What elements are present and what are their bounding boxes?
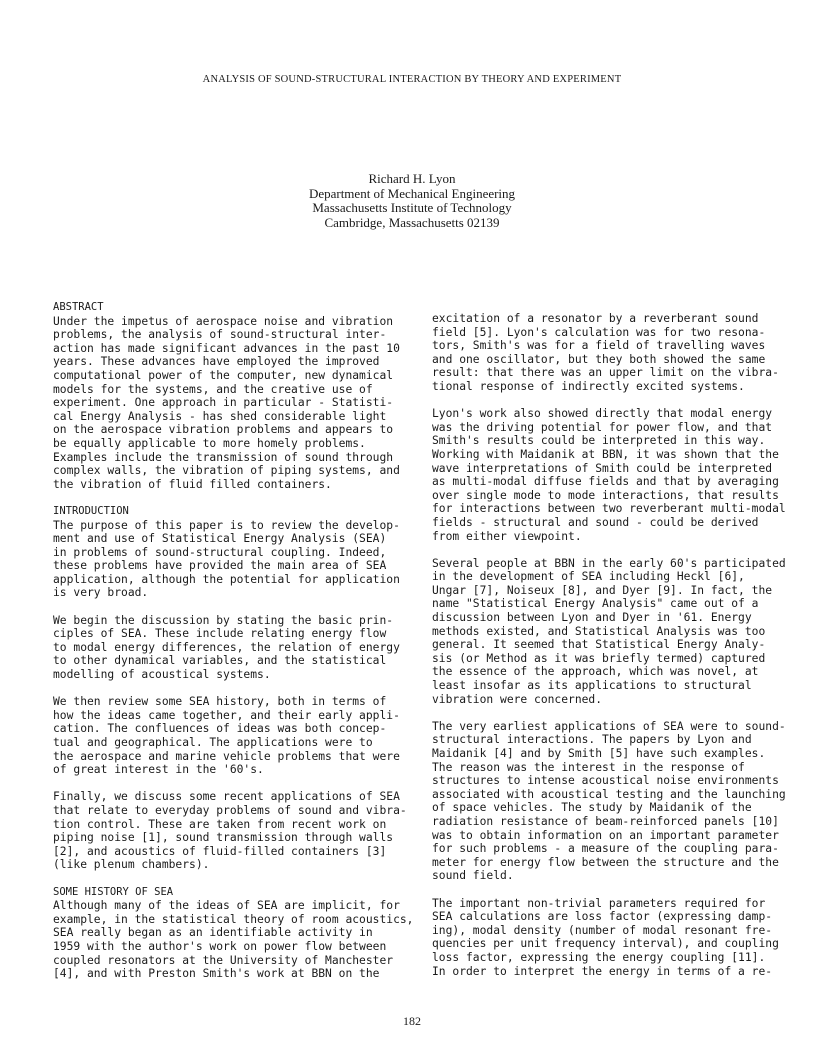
author-name: Richard H. Lyon: [368, 171, 456, 186]
text-line: quencies per unit frequency interval), and coupling: [432, 937, 779, 951]
text-line: tual and geographical. The applications were to: [53, 736, 373, 749]
text-line: to modal energy differences, the relation of energy: [53, 640, 400, 654]
text-line: sound field.: [432, 869, 514, 883]
text-line: The reason was the interest in the response of: [432, 760, 745, 774]
text-line: be equally applicable to more homely problems.: [53, 436, 366, 450]
text-line: of great interest in the '60's.: [53, 763, 264, 777]
left-column: [53, 301, 414, 981]
text-line: complex walls, the vibration of piping systems, and: [53, 464, 400, 478]
paragraph-gap: [53, 682, 398, 696]
text-line: Examples include the transmission of sound through: [53, 450, 394, 464]
text-line: action has made significant advances in the past 10: [53, 341, 400, 355]
text-line: ciples of SEA. These include relating energy flow: [53, 627, 387, 641]
paragraph: [53, 519, 398, 601]
text-line: of space vehicles. The study by Maidanik of the: [432, 801, 752, 815]
text-line: structures to intense acoustical noise environments: [432, 774, 779, 788]
text-line: 1959 with the author's work on power flow between: [53, 939, 387, 953]
text-line: The purpose of this paper is to review the develop-: [53, 518, 400, 532]
text-line: ing), modal density (number of modal resonant fre-: [432, 923, 773, 937]
text-line: vibration were concerned.: [432, 692, 603, 706]
text-line: We then review some SEA history, both in terms of: [53, 695, 387, 709]
text-line: In order to interpret the energy in terms of a re-: [432, 964, 773, 978]
paragraph: [432, 897, 792, 979]
text-line: [2], and acoustics of fluid-filled containers [3]: [53, 844, 387, 858]
text-line: (like plenum chambers).: [53, 858, 210, 872]
text-line: Although many of the ideas of SEA are implicit, for: [53, 899, 400, 913]
text-line: wave interpretations of Smith could be interpreted: [432, 461, 773, 475]
text-line: the essence of the approach, which was novel, at: [432, 665, 759, 679]
text-line: for such problems - a measure of the coupling para-: [432, 842, 779, 856]
text-line: [4], and with Preston Smith's work at BBN on the: [53, 967, 380, 981]
text-line: least insofar as its applications to structural: [432, 679, 752, 693]
text-line: ment and use of Statistical Energy Analysis (SEA): [53, 532, 387, 546]
text-line: example, in the statistical theory of room acoustics,: [53, 912, 414, 926]
paragraph: [53, 790, 407, 872]
paragraph: [432, 557, 792, 707]
section-heading: SOME HISTORY OF SEA: [53, 885, 174, 898]
text-line: fields - structural and sound - could be derived: [432, 515, 759, 529]
text-line: in the development of SEA including Heckl [6],: [432, 570, 745, 584]
text-line: Maidanik [4] and by Smith [5] have such examples.: [432, 747, 766, 760]
text-line: years. These advances have employed the improved: [53, 355, 380, 369]
text-line: general. It seemed that Statistical Energy Analy-: [432, 638, 766, 652]
text-line: sis (or Method as it was briefly termed) captured: [432, 651, 766, 665]
text-line: The important non-trivial parameters required for: [432, 896, 766, 910]
paragraph-gap: [53, 600, 398, 614]
text-line: experiment. One approach in particular - Statisti-: [53, 396, 394, 410]
text-line: structural interactions. The papers by Lyon and: [432, 733, 752, 747]
text-line: meter for energy flow between the structure and the: [432, 855, 779, 869]
text-line: over single mode to mode interactions, that results: [432, 488, 779, 502]
text-line: how the ideas came together, and their early appli-: [53, 708, 400, 722]
paragraph-gap: [432, 706, 792, 720]
section-heading: INTRODUCTION: [53, 504, 129, 517]
paragraph: [53, 614, 398, 682]
paragraph: [53, 899, 414, 981]
text-line: as multi-modal diffuse fields and that by averaging: [432, 475, 779, 489]
text-line: application, although the potential for application: [53, 572, 400, 586]
paragraph-gap: [53, 777, 398, 791]
text-line: Lyon's work also showed directly that modal energy: [432, 407, 773, 421]
paragraph: [432, 312, 792, 394]
text-line: Working with Maidanik at BBN, it was shown that the: [432, 447, 779, 461]
text-line: cation. The confluences of ideas was both concep-: [53, 722, 387, 736]
author-location: Cambridge, Massachusetts 02139: [324, 214, 500, 230]
text-line: Ungar [7], Noiseux [8], and Dyer [9]. In fact, the: [432, 583, 773, 597]
text-line: excitation of a resonator by a reverberant sound: [432, 312, 759, 325]
text-line: We begin the discussion by stating the basic prin-: [53, 613, 394, 627]
text-line: field [5]. Lyon's calculation was for two resona-: [432, 325, 766, 339]
paragraph-gap: [432, 883, 792, 897]
author-block: [200, 172, 624, 230]
text-line: the vibration of fluid filled containers.: [53, 477, 332, 491]
paper-title: ANALYSIS OF SOUND-STRUCTURAL INTERACTION BY THEORY AND EXPERIMENT: [202, 74, 622, 85]
paragraph-gap: [53, 491, 398, 505]
text-line: was to obtain information on an important parameter: [432, 828, 779, 842]
text-line: name "Statistical Energy Analysis" came out of a: [432, 597, 759, 611]
section-heading: ABSTRACT: [53, 301, 104, 313]
right-column: [432, 312, 792, 978]
text-line: was the driving potential for power flow, and that: [432, 420, 773, 434]
text-line: computational power of the computer, new dynamical: [53, 368, 394, 382]
paragraph-gap: [53, 872, 398, 886]
text-line: to other dynamical variables, and the statistical: [53, 654, 387, 668]
paragraph-gap: [432, 394, 792, 408]
text-line: piping noise [1], sound transmission through walls: [53, 831, 394, 845]
text-line: tional response of indirectly excited systems.: [432, 379, 745, 393]
text-line: on the aerospace vibration problems and appears to: [53, 423, 394, 437]
text-line: radiation resistance of beam-reinforced panels [10]: [432, 814, 779, 828]
text-line: Finally, we discuss some recent applications of SEA: [53, 790, 400, 804]
text-line: from either viewpoint.: [432, 529, 582, 543]
text-line: Smith's results could be interpreted in this way.: [432, 434, 766, 448]
text-line: tion control. These are taken from recent work on: [53, 817, 387, 831]
text-line: result: that there was an upper limit on the vibra-: [432, 366, 779, 380]
paragraph-gap: [432, 543, 792, 557]
text-line: SEA really began as an identifiable activity in: [53, 926, 373, 940]
text-line: SEA calculations are loss factor (expressing damp-: [432, 910, 773, 924]
text-line: tors, Smith's was for a field of travelling waves: [432, 339, 766, 353]
paragraph: [53, 695, 398, 777]
text-line: in problems of sound-structural coupling. Indeed,: [53, 545, 387, 559]
text-line: coupled resonators at the University of Manchester: [53, 953, 394, 967]
text-line: loss factor, expressing the energy coupling [11].: [432, 950, 766, 964]
text-line: Several people at BBN in the early 60's participated: [432, 556, 786, 570]
paragraph: [432, 407, 792, 543]
paragraph: [53, 315, 398, 492]
text-line: The very earliest applications of SEA were to sound-: [432, 719, 786, 733]
text-line: the aerospace and marine vehicle problems that were: [53, 749, 400, 763]
text-line: these problems have provided the main area of SEA: [53, 559, 387, 573]
text-line: problems, the analysis of sound-structural inter-: [53, 328, 387, 342]
text-line: models for the systems, and the creative use of: [53, 382, 373, 396]
text-line: discussion between Lyon and Dyer in '61. Energy: [432, 611, 752, 625]
page-number: 182: [403, 1014, 421, 1028]
text-line: for interactions between two reverberant multi-modal: [432, 502, 786, 516]
text-line: associated with acoustical testing and the launching: [432, 787, 786, 801]
text-line: and one oscillator, but they both showed the same: [432, 352, 766, 366]
author-department: Department of Mechanical Engineering: [308, 185, 516, 201]
text-line: is very broad.: [53, 586, 149, 600]
text-line: Under the impetus of aerospace noise and vibration: [53, 314, 394, 328]
text-line: that relate to everyday problems of sound and vibra-: [53, 803, 407, 817]
text-line: methods existed, and Statistical Analysis was too: [432, 624, 766, 638]
text-line: modelling of acoustical systems.: [53, 668, 271, 682]
paragraph: [432, 720, 792, 883]
author-institution: Massachusetts Institute of Technology: [312, 200, 512, 215]
text-line: cal Energy Analysis - has shed considerable light: [53, 409, 387, 423]
